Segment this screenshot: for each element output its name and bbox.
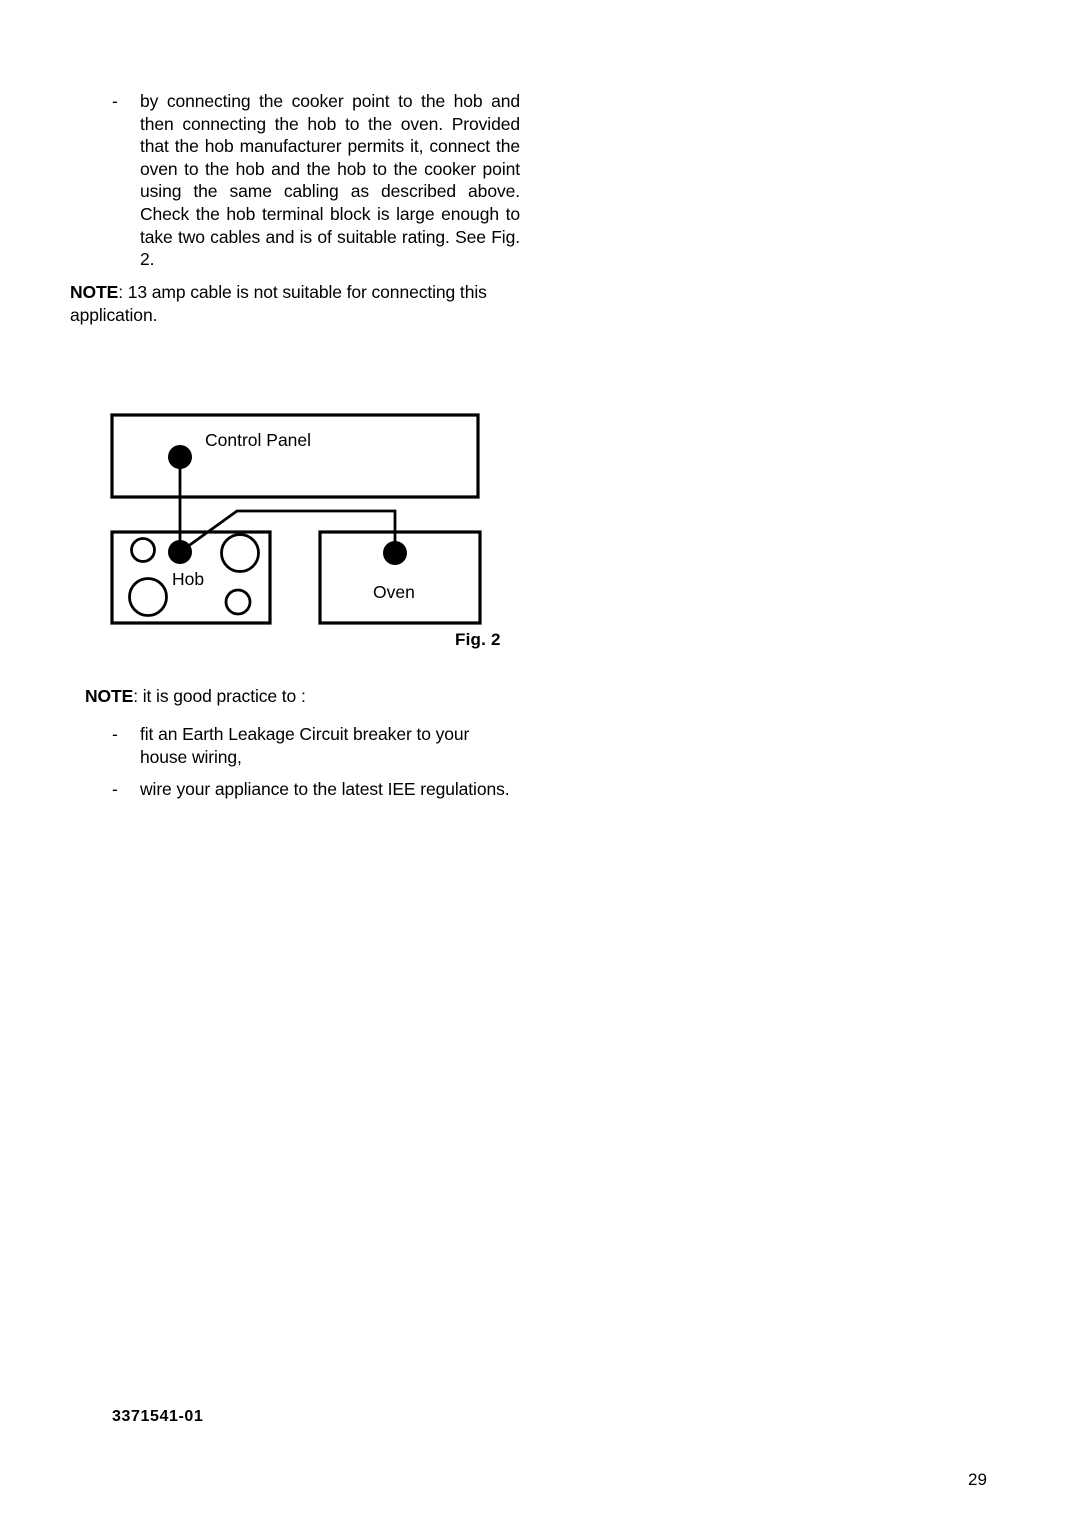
list-item: [112, 723, 512, 768]
hob-burner-top-left: [132, 539, 155, 562]
note-label-2: NOTE: [85, 686, 134, 706]
bullet-text: wire your appliance to the latest IEE regulations.: [140, 779, 510, 799]
bullet-dash: -: [112, 779, 118, 799]
note-paragraph: [70, 281, 522, 326]
bullet-text: fit an Earth Leakage Circuit breaker to your house wiring,: [140, 724, 470, 767]
page-number: 29: [968, 1470, 987, 1489]
list-item: [112, 778, 512, 801]
wiring-diagram-svg: [100, 405, 530, 660]
note-text-2: : it is good practice to :: [133, 686, 306, 706]
note-label: NOTE: [70, 282, 119, 302]
list-item: [112, 90, 520, 271]
figure-2-diagram: [100, 405, 530, 660]
terminal-dot-hob: [168, 540, 192, 564]
oven-label: Oven: [373, 582, 415, 602]
bullet-text: by connecting the cooker point to the hob and then connecting the hob to the oven. Provided that the hob manufacturer permits it, connect the oven to the hob and the hob to the cooker point using the same cabling as described above. Check the hob terminal block is large enough to take two cables and is of suitable rating. See Fig. 2.: [140, 91, 520, 270]
control-panel-box: [112, 415, 478, 497]
note-text: : 13 amp cable is not suitable for connecting this application.: [70, 282, 487, 325]
figure-caption: Fig. 2: [455, 630, 501, 649]
terminal-dot-control-panel: [168, 445, 192, 469]
bullet-dash: -: [112, 91, 118, 111]
hob-label: Hob: [172, 569, 205, 589]
hob-burner-bottom-right: [226, 590, 250, 614]
control-panel-label: Control Panel: [205, 430, 312, 450]
bullet-dash: -: [112, 724, 118, 744]
hob-burner-top-right: [222, 535, 259, 572]
note-paragraph-2: [85, 685, 525, 708]
document-code: 3371541-01: [112, 1408, 204, 1425]
hob-burner-bottom-left: [130, 579, 167, 616]
terminal-dot-oven: [383, 541, 407, 565]
